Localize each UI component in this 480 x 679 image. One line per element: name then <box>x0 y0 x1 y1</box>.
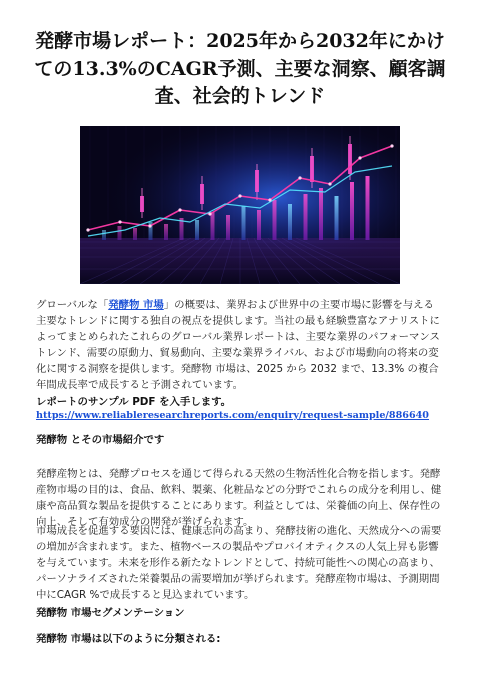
financial-chart-illustration-icon <box>80 126 400 284</box>
page-title: 発酵市場レポート：2025年から2032年にかけての13.3%のCAGR予測、主要な洞察、顧客調査、社会的トレンド <box>34 30 446 107</box>
market-definition-paragraph: 発酵産物とは、発酵プロセスを通じて得られる天然の生物活性化合物を指します。発酵産物市場の目的は、食品、飲料、製薬、化粧品などの分野でこれらの成分を利用し、健康や高品質な製品を提供することにあります。利益としては、栄養価の向上、保存性の向上、そして有効成分の開発が挙げられます。 <box>36 468 442 528</box>
market-keyword-link[interactable]: 発酵物 市場 <box>108 299 164 311</box>
hero-image <box>80 126 400 284</box>
intro-paragraph <box>36 297 444 393</box>
market-growth-paragraph: 市場成長を促進する要因には、健康志向の高まり、発酵技術の進化、天然成分への需要の増加が含まれます。また、植物ベースの製品やプロバイオティクスの人気上昇も影響を与えています。未来を形作る新たなトレンドとして、持続可能性への関心の高まり、パーソナライズされた栄養製品の需要増加が挙げられます。発酵産物市場は、予測期間中にCAGR %で成長すると見込まれています。 <box>36 525 442 601</box>
market-intro-heading: 発酵物 とその市場紹介です <box>36 434 165 446</box>
segmentation-heading: 発酵物 市場セグメンテーション <box>36 607 185 619</box>
intro-text-before-link: グローバルな「 <box>36 299 109 311</box>
intro-text-after-link: 」の概要は、業界および世界中の主要市場に影響を与える主要なトレンドに関する独自の視点を提供します。当社の最も経験豊富なアナリストによってまとめられたこれらのグローバル業界レポートは、主要な業界のパフォーマンス トレンド、需要の原動力、貿易動向、主要な業界ライバル、および市場動向の将来の変化に関する洞察を提供します。発酵物 市場は、2025 から 2032 まで、13.3% の複合年間成長率で成長すると予測されています。 <box>36 299 440 391</box>
classification-heading: 発酵物 市場は以下のように分類される: <box>36 633 221 645</box>
sample-pdf-heading: レポートのサンプル PDF を入手します。 <box>36 396 232 408</box>
sample-request-link[interactable]: https://www.reliableresearchreports.com/enquiry/request-sample/886640 <box>36 410 429 421</box>
